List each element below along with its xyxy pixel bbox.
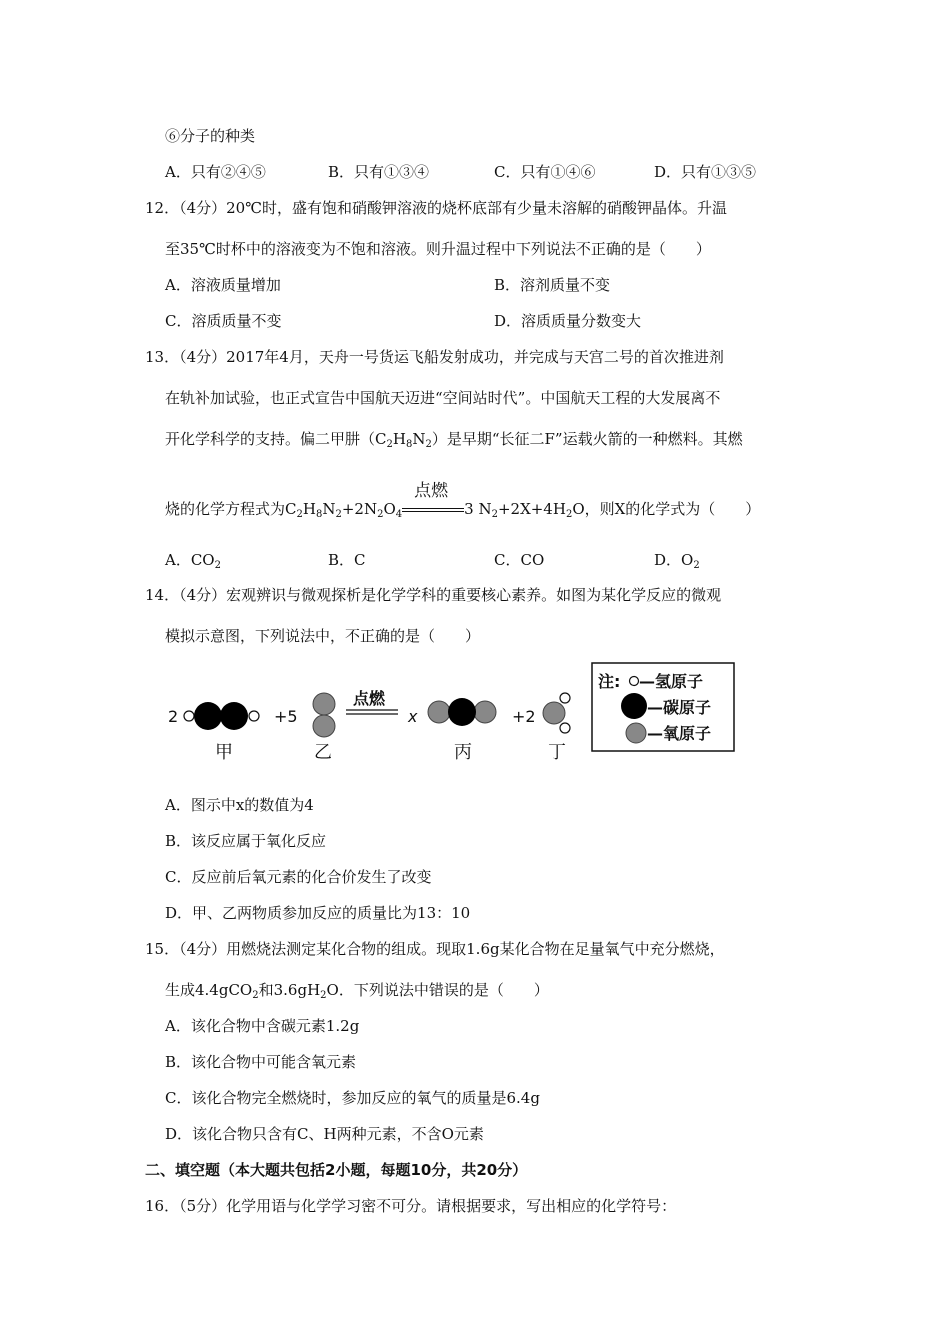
q12-option-d: D．溶质质量分数变大 bbox=[494, 312, 642, 330]
oxygen-atom bbox=[474, 701, 496, 723]
plus-2: +2 bbox=[512, 707, 536, 726]
legend-carbon-icon bbox=[621, 693, 647, 719]
oxygen-atom bbox=[313, 715, 335, 737]
q13-option-c: C．CO bbox=[494, 551, 545, 569]
q15-line2: 生成4.4gCO$_2$和$3.6gH_2O$．下列说法中错误的是（ ） bbox=[165, 981, 549, 1001]
carbon-atom bbox=[448, 698, 476, 726]
q15-option-a: A．该化合物中含碳元素1.2g bbox=[165, 1017, 360, 1035]
hydrogen-atom bbox=[184, 711, 194, 721]
coef-1: 2 bbox=[168, 707, 179, 726]
q14-option-d: D．甲、乙两物质参加反应的质量比为13：10 bbox=[165, 904, 471, 922]
plus-5: +5 bbox=[274, 707, 298, 726]
q12-option-b: B．溶剂质量不变 bbox=[494, 276, 611, 294]
oxygen-atom bbox=[428, 701, 450, 723]
q14-option-c: C．反应前后氧元素的化合价发生了改变 bbox=[165, 868, 432, 886]
legend-hydrogen: —氢原子 bbox=[639, 672, 704, 691]
q13-option-a: A．$CO_2$ bbox=[165, 551, 221, 571]
q13-equation: 烧的化学方程式为$C_2H_8N_2+2N_2O_4$ 点燃 3 $N_2+2X+4H_2O$，则X的化学式为（ ） bbox=[165, 481, 761, 520]
option-b: B．只有①③④ bbox=[328, 163, 430, 181]
option-d: D．只有①③⑤ bbox=[654, 163, 757, 181]
legend-oxygen-icon bbox=[626, 723, 646, 743]
q14-line2: 模拟示意图，下列说法中，不正确的是（ ） bbox=[165, 627, 481, 645]
q13-line2: 在轨补加试验，也正式宣告中国航天迈进“空间站时代”。中国航天工程的大发展离不 bbox=[165, 389, 721, 407]
item-6: ⑥分子的种类 bbox=[165, 127, 256, 145]
q13-line3: 开化学科学的支持。偏二甲肼$(C_2H_8N_2)$是早期“长征二F”运载火箭的一种燃料。其燃 bbox=[165, 430, 743, 450]
coef-x: x bbox=[408, 707, 418, 726]
q12-line1: 12．（4分）20℃时，盛有饱和硝酸钾溶液的烧杯底部有少量未溶解的硝酸钾晶体。升温 bbox=[145, 199, 728, 217]
q16-line1: 16．（5分）化学用语与化学学习密不可分。请根据要求，写出相应的化学符号： bbox=[145, 1197, 677, 1215]
option-c: C．只有①④⑥ bbox=[494, 163, 596, 181]
q12-option-a: A．溶液质量增加 bbox=[165, 276, 281, 294]
eq-condition: 点燃 bbox=[414, 481, 449, 501]
diagram-condition: 点燃 bbox=[353, 689, 386, 708]
hydrogen-atom bbox=[560, 693, 570, 703]
oxygen-atom bbox=[313, 693, 335, 715]
q15-line1: 15．（4分）用燃烧法测定某化合物的组成。现取1.6g某化合物在足量氧气中充分燃烧， bbox=[145, 940, 725, 958]
q12-line2: 至35℃时杯中的溶液变为不饱和溶液。则升温过程中下列说法不正确的是（ ） bbox=[165, 240, 711, 258]
hydrogen-atom bbox=[249, 711, 259, 721]
label-yi: 乙 bbox=[314, 742, 332, 763]
q14-line1: 14．（4分）宏观辨识与微观探析是化学学科的重要核心素养。如图为某化学反应的微观 bbox=[145, 586, 722, 604]
legend-title: 注: bbox=[598, 672, 621, 691]
label-ding: 丁 bbox=[548, 742, 566, 763]
legend-oxygen: —氧原子 bbox=[647, 724, 712, 743]
q15-option-c: C．该化合物完全燃烧时，参加反应的氧气的质量是6.4g bbox=[165, 1089, 540, 1107]
label-jia: 甲 bbox=[215, 742, 233, 763]
option-a: A．只有②④⑤ bbox=[165, 163, 266, 181]
q13-option-b: B．C bbox=[328, 551, 366, 569]
carbon-atom bbox=[220, 702, 248, 730]
section-heading: 二、填空题（本大题共包括2小题，每题10分，共20分） bbox=[145, 1161, 528, 1179]
legend-hydrogen-icon bbox=[630, 677, 639, 686]
q14-option-b: B．该反应属于氧化反应 bbox=[165, 832, 327, 850]
q12-option-c: C．溶质质量不变 bbox=[165, 312, 282, 330]
oxygen-atom bbox=[543, 702, 565, 724]
q13-option-d: D．$O_2$ bbox=[654, 551, 700, 571]
hydrogen-atom bbox=[560, 723, 570, 733]
q15-option-d: D．该化合物只含有C、H两种元素，不含O元素 bbox=[165, 1125, 484, 1143]
q15-option-b: B．该化合物中可能含氧元素 bbox=[165, 1053, 357, 1071]
q14-option-a: A．图示中x的数值为4 bbox=[165, 796, 314, 814]
legend-carbon: —碳原子 bbox=[647, 698, 712, 717]
q13-line1: 13．（4分）2017年4月，天舟一号货运飞船发射成功，并完成与天宫二号的首次推进剂 bbox=[145, 348, 724, 366]
reaction-diagram bbox=[160, 660, 740, 772]
carbon-atom bbox=[194, 702, 222, 730]
label-bing: 丙 bbox=[454, 742, 472, 763]
